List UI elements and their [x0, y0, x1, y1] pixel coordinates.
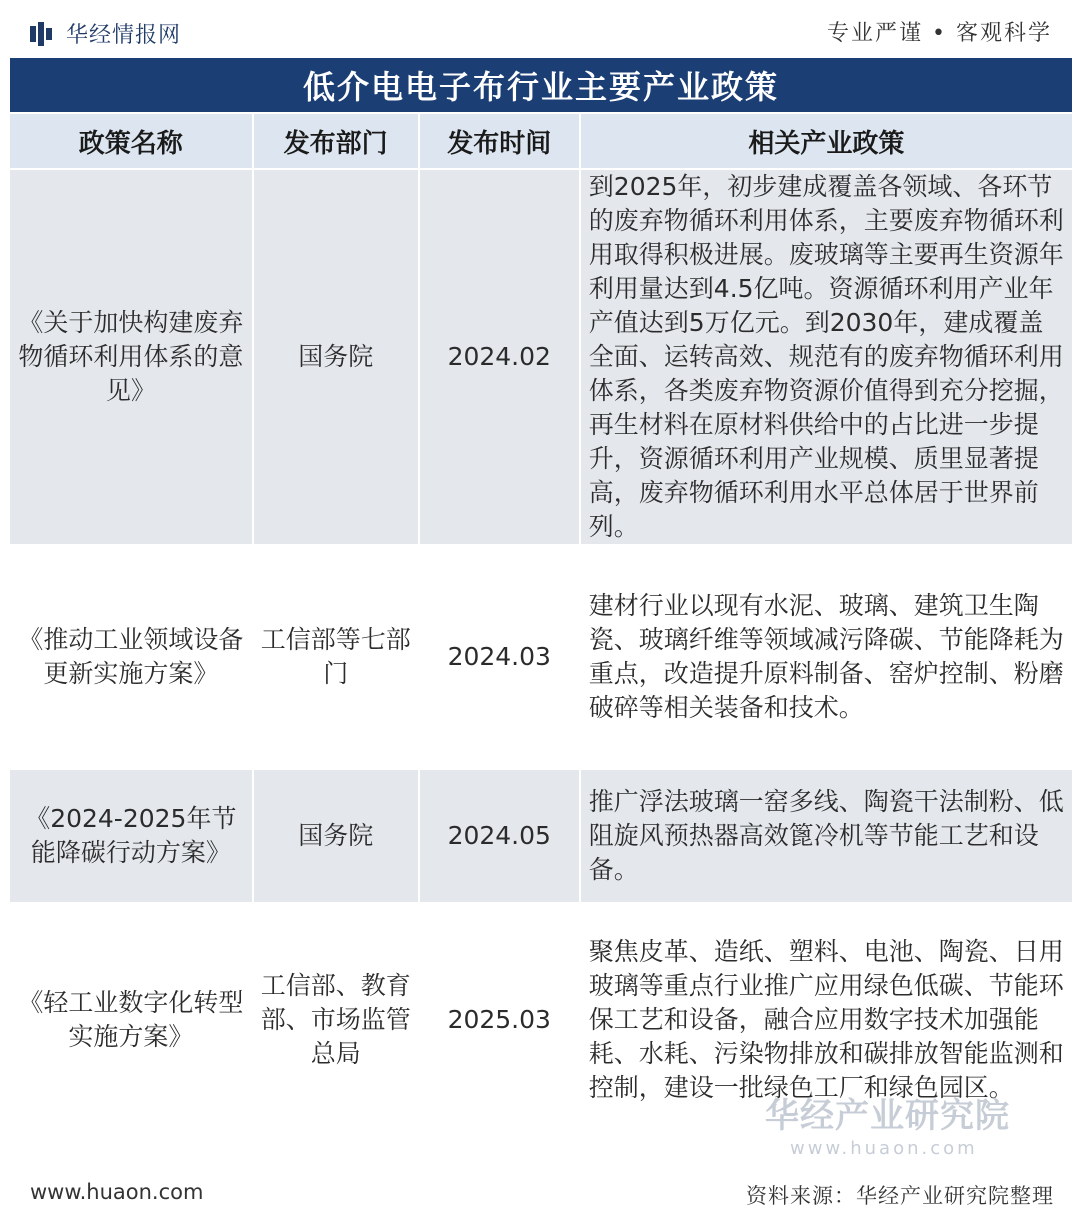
column-header-policy: 相关产业政策 [581, 114, 1072, 168]
watermark-url: www.huaon.com [790, 1138, 978, 1159]
table-row [10, 544, 1072, 770]
policy-name: 《2024-2025年节能降碳行动方案》 [10, 770, 252, 902]
policy-dept: 国务院 [254, 170, 418, 544]
policy-dept: 工信部、教育部、市场监管总局 [254, 902, 418, 1138]
policy-date: 2024.02 [420, 170, 579, 544]
page-title: 低介电电子布行业主要产业政策 [10, 58, 1072, 112]
policy-date: 2024.05 [420, 770, 579, 902]
policy-content: 建材行业以现有水泥、玻璃、建筑卫生陶瓷、玻璃纤维等领域减污降碳、节能降耗为重点，改造提升原料制备、窑炉控制、粉磨破碎等相关装备和技术。 [581, 544, 1072, 770]
policy-name: 《轻工业数字化转型实施方案》 [10, 902, 252, 1138]
policy-content: 聚焦皮革、造纸、塑料、电池、陶瓷、日用玻璃等重点行业推广应用绿色低碳、节能环保工艺和设备，融合应用数字技术加强能耗、水耗、污染物排放和碳排放智能监测和控制，建设一批绿色工厂和绿色园区。 [581, 902, 1072, 1138]
column-header-name: 政策名称 [10, 114, 252, 168]
brand-name: 华经情报网 [66, 23, 182, 48]
policy-table [10, 114, 1072, 1138]
table-row [10, 170, 1072, 544]
policy-content: 到2025年，初步建成覆盖各领域、各环节的废弃物循环利用体系，主要废弃物循环利用取得积极进展。废玻璃等主要再生资源年利用量达到4.5亿吨。资源循环利用产业年产值达到5万亿元。到2030年，建成覆盖全面、运转高效、规范有的废弃物循环利用体系，各类废弃物资源价值得到充分挖掘，再生材料在原材料供给中的占比进一步提升，资源循环利用产业规模、质里显著提高，废弃物循环利用水平总体居于世界前列。 [581, 170, 1072, 544]
brand-logo [30, 18, 181, 49]
policy-date: 2025.03 [420, 902, 579, 1138]
column-header-dept: 发布部门 [254, 114, 418, 168]
policy-date: 2024.03 [420, 544, 579, 770]
logo-icon [30, 22, 56, 46]
watermark-name: 华经产业研究院 [765, 1096, 1010, 1136]
policy-dept: 国务院 [254, 770, 418, 902]
top-bar [0, 0, 1080, 58]
policy-dept: 工信部等七部门 [254, 544, 418, 770]
policy-name: 《推动工业领域设备更新实施方案》 [10, 544, 252, 770]
table-header-row [10, 114, 1072, 168]
footer-url: www.huaon.com [30, 1180, 204, 1204]
motto: 专业严谨 • 客观科学 [827, 21, 1052, 46]
policy-content: 推广浮法玻璃一窑多线、陶瓷干法制粉、低阻旋风预热器高效篦冷机等节能工艺和设备。 [581, 770, 1072, 902]
column-header-date: 发布时间 [420, 114, 579, 168]
table-row [10, 770, 1072, 902]
footer-source: 资料来源：华经产业研究院整理 [746, 1184, 1054, 1208]
policy-name: 《关于加快构建废弃物循环利用体系的意见》 [10, 170, 252, 544]
